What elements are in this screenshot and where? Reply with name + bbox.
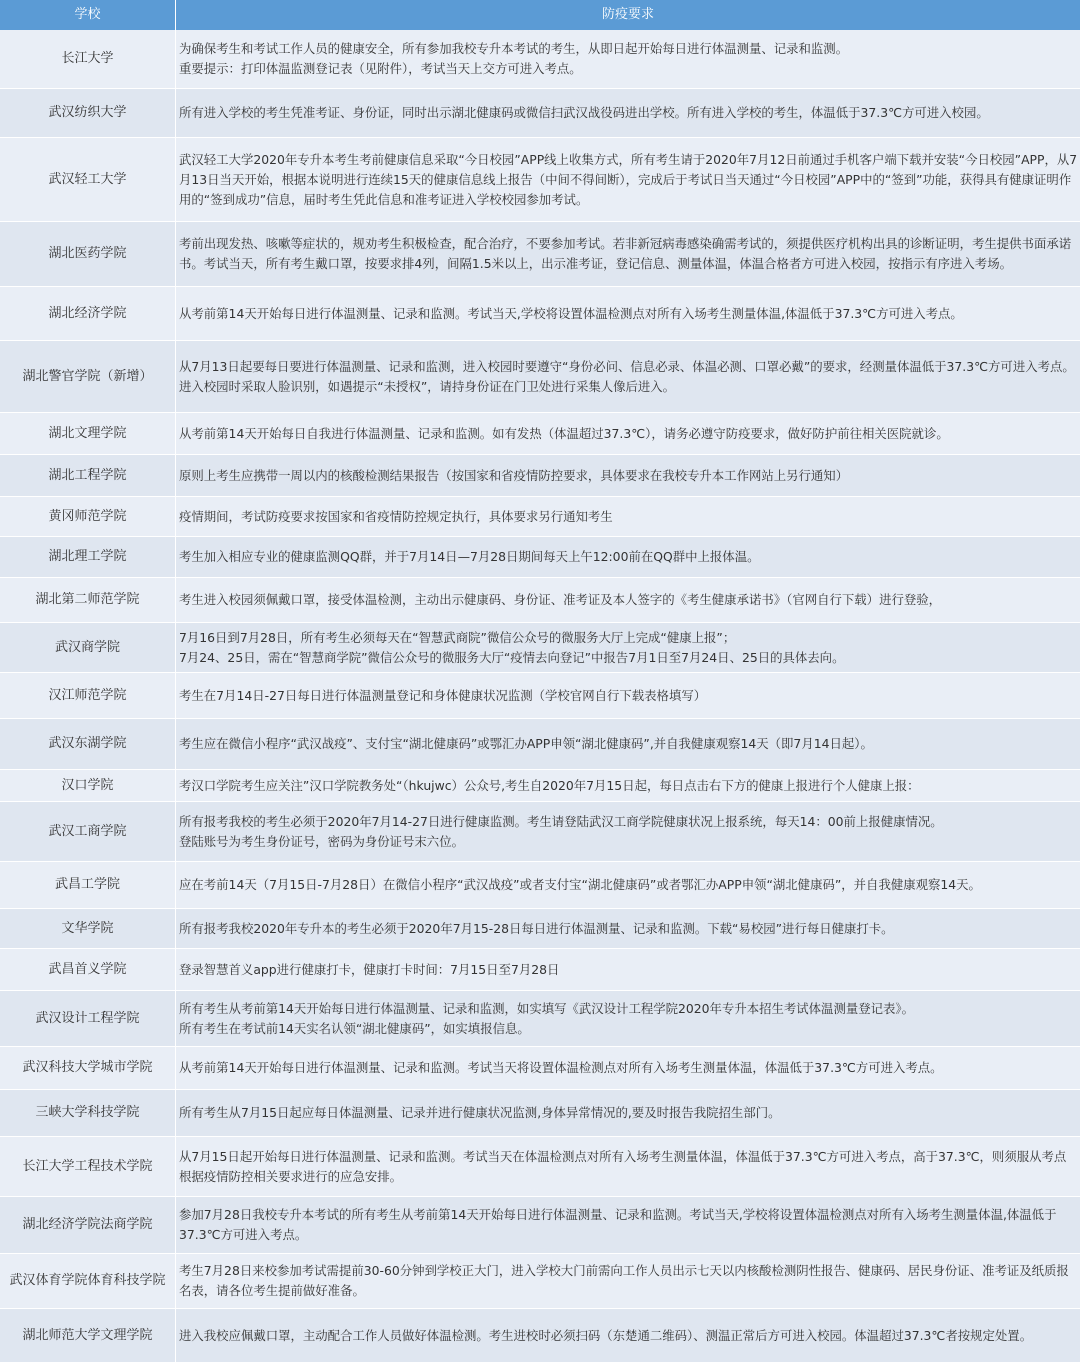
- school-name: 汉口学院: [0, 770, 176, 801]
- table-row: [0, 770, 1080, 802]
- requirement-text: 为确保考生和考试工作人员的健康安全，所有参加我校专升本考试的考生，从即日起开始每日进行体温测量、记录和监测。 重要提示：打印体温监测登记表（见附件），考试当天上交方可进入考点。: [179, 41, 849, 76]
- requirement-text: 考汉口学院考生应关注”汉口学院教务处“（hkujwc）公众号,考生自2020年7月15日起，每日点击右下方的健康上报进行个人健康上报：: [179, 777, 920, 793]
- requirement-cell: [176, 719, 1080, 769]
- header-school: 学校: [0, 0, 176, 30]
- table-row: [0, 1137, 1080, 1197]
- requirement-cell: [176, 578, 1080, 622]
- table-row: [0, 30, 1080, 89]
- requirement-text: 所有进入学校的考生凭准考证、身份证，同时出示湖北健康码或微信扫武汉战役码进出学校。所有进入学校的考生，体温低于37.3℃方可进入校园。: [179, 105, 989, 120]
- requirement-text: 从7月15日起开始每日进行体温测量、记录和监测。考试当天在体温检测点对所有入场考生测量体温，体温低于37.3℃方可进入考点，高于37.3℃，则须服从考点根据疫情防控相关要求进行的应急安排。: [179, 1148, 1067, 1184]
- requirement-cell: [176, 1090, 1080, 1136]
- requirement-cell: [176, 30, 1080, 88]
- school-name: 湖北医药学院: [0, 222, 176, 286]
- requirement-cell: [176, 623, 1080, 672]
- table-row: [0, 222, 1080, 287]
- requirement-text: 所有报考我校2020年专升本的考生必须于2020年7月15-28日每日进行体温测量、记录和监测。下载“易校园”进行每日健康打卡。: [179, 920, 894, 936]
- requirement-cell: [176, 89, 1080, 137]
- table-row: [0, 802, 1080, 862]
- requirement-text: 考生加入相应专业的健康监测QQ群，并于7月14日—7月28日期间每天上午12:00前在QQ群中上报体温。: [179, 549, 760, 564]
- school-name: 武汉商学院: [0, 623, 176, 672]
- requirement-cell: [176, 222, 1080, 286]
- table-header: [0, 0, 1080, 30]
- requirement-cell: [176, 287, 1080, 340]
- requirement-text: 考生进入校园须佩戴口罩，接受体温检测，主动出示健康码、身份证、准考证及本人签字的《考生健康承诺书》（官网自行下载）进行登验，: [179, 592, 942, 607]
- requirement-text: 所有考生从考前第14天开始每日进行体温测量、记录和监测，如实填写《武汉设计工程学院2020年专升本招生考试体温测量登记表》。 所有考生在考试前14天实名认领“湖北健康码”，如实填报信息。: [179, 1000, 914, 1036]
- table-row: [0, 909, 1080, 949]
- school-name: 武昌工学院: [0, 862, 176, 908]
- table-row: [0, 1309, 1080, 1363]
- table-row: [0, 455, 1080, 497]
- school-name: 武汉工商学院: [0, 802, 176, 861]
- requirement-cell: [176, 455, 1080, 496]
- school-name: 湖北第二师范学院: [0, 578, 176, 622]
- table-row: [0, 578, 1080, 623]
- table-row: [0, 537, 1080, 578]
- requirement-cell: [176, 497, 1080, 536]
- requirement-cell: [176, 1254, 1080, 1308]
- school-name: 湖北经济学院法商学院: [0, 1197, 176, 1253]
- table-row: [0, 413, 1080, 455]
- school-name: 武汉科技大学城市学院: [0, 1047, 176, 1089]
- requirement-text: 从7月13日起要每日要进行体温测量、记录和监测，进入校园时要遵守“身份必问、信息必录、体温必测、口罩必戴”的要求，经测量体温低于37.3℃方可进入考点。进入校园时采取人脸识别，如遇提示“未授权”，请持身份证在门卫处进行采集人像后进入。: [179, 358, 1075, 394]
- requirement-text: 考前出现发热、咳嗽等症状的，规劝考生积极检查，配合治疗，不要参加考试。若非新冠病毒感染确需考试的，须提供医疗机构出具的诊断证明，考生提供书面承诺书。考试当天，所有考生戴口罩，按要求排4列，间隔1.5米以上，出示准考证，登记信息、测量体温，体温合格者方可进入校园，按指示有序进入考场。: [179, 236, 1072, 271]
- requirement-text: 所有报考我校的考生必须于2020年7月14-27日进行健康监测。考生请登陆武汉工商学院健康状况上报系统，每天14：00前上报健康情况。 登陆账号为考生身份证号，密码为身份证号末六位。: [179, 813, 943, 849]
- table-row: [0, 341, 1080, 413]
- school-name: 武汉设计工程学院: [0, 991, 176, 1046]
- school-name: 黄冈师范学院: [0, 497, 176, 536]
- requirement-cell: [176, 1137, 1080, 1196]
- table-row: [0, 138, 1080, 222]
- school-name: 武汉体育学院体育科技学院: [0, 1254, 176, 1308]
- school-name: 武汉轻工大学: [0, 138, 176, 221]
- requirement-text: 登录智慧首义app进行健康打卡，健康打卡时间：7月15日至7月28日: [179, 961, 560, 977]
- header-requirement: 防疫要求: [601, 7, 654, 22]
- requirement-text: 考生应在微信小程序“武汉战疫”、支付宝“湖北健康码”或鄂汇办APP申领“湖北健康码”,并自我健康观察14天（即7月14日起）。: [179, 736, 873, 751]
- school-name: 湖北警官学院（新增）: [0, 341, 176, 412]
- school-name: 武昌首义学院: [0, 949, 176, 990]
- school-name: 湖北经济学院: [0, 287, 176, 340]
- school-name: 武汉纺织大学: [0, 89, 176, 137]
- school-name: 汉江师范学院: [0, 673, 176, 718]
- table-row: [0, 673, 1080, 719]
- requirement-text: 从考前第14天开始每日进行体温测量、记录和监测。考试当天,学校将设置体温检测点对所有入场考生测量体温,体温低于37.3℃方可进入考点。: [179, 305, 963, 321]
- table-row: [0, 949, 1080, 991]
- requirement-cell: [176, 413, 1080, 454]
- table-row: [0, 1254, 1080, 1309]
- table-row: [0, 287, 1080, 341]
- table-row: [0, 991, 1080, 1047]
- requirement-cell: [176, 138, 1080, 221]
- table-row: [0, 1090, 1080, 1137]
- requirement-text: 所有考生从7月15日起应每日体温测量、记录并进行健康状况监测,身体异常情况的,要及时报告我院招生部门。: [179, 1105, 781, 1120]
- school-name: 湖北理工学院: [0, 537, 176, 577]
- requirement-text: 进入我校应佩戴口罩，主动配合工作人员做好体温检测。考生进校时必须扫码（东楚通二维码）、测温正常后方可进入校园。体温超过37.3℃者按规定处置。: [179, 1327, 1033, 1343]
- table-row: [0, 497, 1080, 537]
- requirement-text: 考生在7月14日-27日每日进行体温测量登记和身体健康状况监测（学校官网自行下载表格填写）: [179, 687, 707, 703]
- requirement-text: 考生7月28日来校参加考试需提前30-60分钟到学校正大门，进入学校大门前需向工作人员出示七天以内核酸检测阴性报告、健康码、居民身份证、准考证及纸质报名表，请各位考生提前做好准备。: [179, 1263, 1069, 1298]
- school-name: 湖北师范大学文理学院: [0, 1309, 176, 1362]
- school-name: 长江大学工程技术学院: [0, 1137, 176, 1196]
- table-row: [0, 1197, 1080, 1254]
- requirement-cell: [176, 770, 1080, 801]
- requirement-text: 参加7月28日我校专升本考试的所有考生从考前第14天开始每日进行体温测量、记录和监测。考试当天,学校将设置体温检测点对所有入场考生测量体温,体温低于37.3℃方可进入考点。: [179, 1207, 1057, 1242]
- requirement-cell: [176, 802, 1080, 861]
- requirement-cell: [176, 909, 1080, 948]
- requirement-text: 从考前第14天开始每日自我进行体温测量、记录和监测。如有发热（体温超过37.3℃），请务必遵守防疫要求，做好防护前往相关医院就诊。: [179, 425, 949, 441]
- table-row: [0, 862, 1080, 909]
- school-name: 湖北文理学院: [0, 413, 176, 454]
- requirement-cell: [176, 1197, 1080, 1253]
- school-name: 文华学院: [0, 909, 176, 948]
- requirement-cell: [176, 341, 1080, 412]
- requirement-cell: [176, 1309, 1080, 1362]
- requirement-text: 武汉轻工大学2020年专升本考生考前健康信息采取“今日校园”APP线上收集方式，所有考生请于2020年7月12日前通过手机客户端下载并安装“今日校园”APP，从7月13日当天开始，根据本说明进行连续15天的健康信息线上报告（中间不得间断），完成后于考试日当天通过“今日校园”APP中的“签到”功能，获得具有健康证明作用的“签到成功”信息，届时考生凭此信息和准考证进入学校校园参加考试。: [179, 151, 1078, 207]
- requirement-cell: [176, 537, 1080, 577]
- school-name: 武汉东湖学院: [0, 719, 176, 769]
- requirement-cell: [176, 1047, 1080, 1089]
- table-row: [0, 1047, 1080, 1090]
- school-name: 湖北工程学院: [0, 455, 176, 496]
- table-row: [0, 719, 1080, 770]
- requirement-cell: [176, 991, 1080, 1046]
- school-name: 三峡大学科技学院: [0, 1090, 176, 1136]
- requirement-text: 应在考前14天（7月15日-7月28日）在微信小程序“武汉战疫”或者支付宝“湖北健康码”或者鄂汇办APP申领“湖北健康码”，并自我健康观察14天。: [179, 877, 981, 892]
- table-row: [0, 623, 1080, 673]
- school-name: 长江大学: [0, 30, 176, 88]
- requirement-cell: [176, 862, 1080, 908]
- requirement-cell: [176, 673, 1080, 718]
- requirement-text: 7月16日到7月28日，所有考生必须每天在“智慧武商院”微信公众号的微服务大厅上完成“健康上报”； 7月24、25日，需在“智慧商学院”微信公众号的微服务大厅“疫情去向登记”中报告7月1日至7月24日、25日的具体去向。: [179, 629, 845, 665]
- table-row: [0, 89, 1080, 138]
- requirement-text: 原则上考生应携带一周以内的核酸检测结果报告（按国家和省疫情防控要求，具体要求在我校专升本工作网站上另行通知）: [179, 467, 849, 483]
- requirement-text: 疫情期间，考试防疫要求按国家和省疫情防控规定执行，具体要求另行通知考生: [179, 508, 613, 524]
- requirement-cell: [176, 949, 1080, 990]
- requirement-text: 从考前第14天开始每日进行体温测量、记录和监测。考试当天将设置体温检测点对所有入场考生测量体温，体温低于37.3℃方可进入考点。: [179, 1060, 943, 1075]
